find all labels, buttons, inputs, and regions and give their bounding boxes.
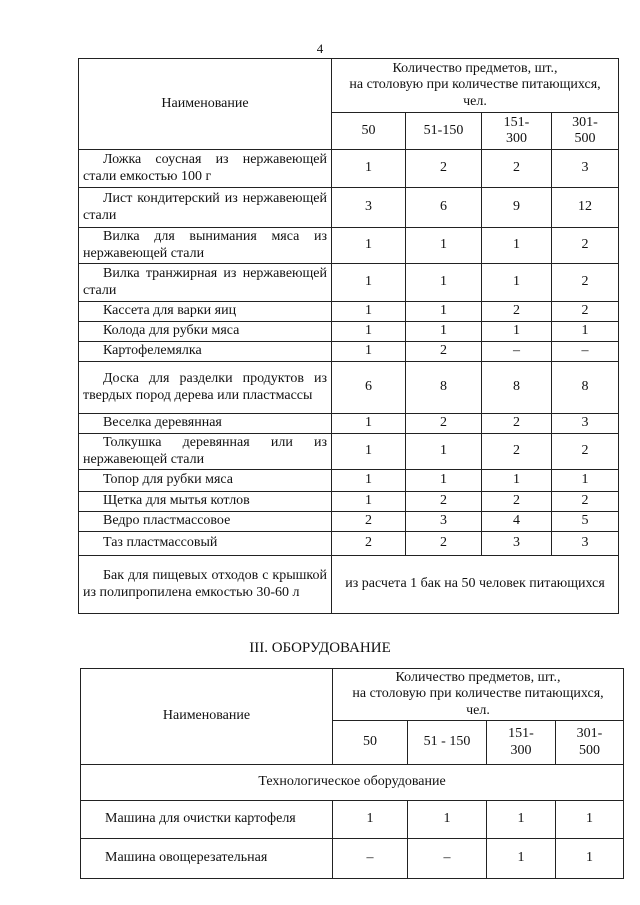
column-header: 151- 300 <box>487 721 556 765</box>
row-value: 1 <box>556 839 624 879</box>
table-row <box>79 362 619 414</box>
table-row <box>79 532 619 556</box>
row-value: 2 <box>482 434 552 470</box>
header-quantity-line3: чел. <box>466 702 490 718</box>
row-value: 2 <box>482 492 552 512</box>
row-value: 2 <box>406 532 482 556</box>
row-value: 8 <box>406 362 482 414</box>
row-value: 2 <box>552 264 619 302</box>
row-value: 2 <box>332 512 406 532</box>
row-name: Толкушка деревянная или из нержавеющей стали <box>79 434 332 470</box>
row-name: Машина овощерезательная <box>81 839 333 879</box>
row-name: Вилка для вынимания мяса из нержавеющей стали <box>79 228 332 264</box>
table-row <box>79 264 619 302</box>
row-value: 1 <box>332 150 406 188</box>
row-value: 8 <box>482 362 552 414</box>
utensils-table <box>78 58 619 614</box>
table-row <box>79 414 619 434</box>
row-value: 2 <box>552 302 619 322</box>
row-value: 1 <box>406 434 482 470</box>
row-value: 1 <box>332 414 406 434</box>
row-value: 1 <box>556 801 624 839</box>
column-header: 151- 300 <box>482 113 552 150</box>
row-value: – <box>552 342 619 362</box>
column-header: 50 <box>332 113 406 150</box>
row-value: 1 <box>332 342 406 362</box>
row-value: 12 <box>552 188 619 228</box>
row-value: 2 <box>406 342 482 362</box>
row-value: 6 <box>332 362 406 414</box>
row-value: 1 <box>406 264 482 302</box>
section-title: III. ОБОРУДОВАНИЕ <box>249 640 391 656</box>
row-value: 1 <box>408 801 487 839</box>
row-value: 3 <box>332 188 406 228</box>
row-value: 1 <box>333 801 408 839</box>
row-value: 2 <box>406 150 482 188</box>
subheader-technological-equipment: Технологическое оборудование <box>81 765 624 801</box>
row-name: Веселка деревянная <box>79 414 332 434</box>
row-value: 1 <box>332 492 406 512</box>
table-row <box>81 801 624 839</box>
table-row <box>79 188 619 228</box>
row-value: – <box>333 839 408 879</box>
row-value: 2 <box>482 414 552 434</box>
header-quantity-line3: чел. <box>463 93 487 109</box>
row-value: 3 <box>482 532 552 556</box>
row-merged-value: из расчета 1 бак на 50 человек питающихся <box>332 556 619 614</box>
table-row <box>79 228 619 264</box>
page-number: 4 <box>316 41 324 56</box>
row-value: – <box>482 342 552 362</box>
row-value: 1 <box>552 322 619 342</box>
row-name: Кассета для варки яиц <box>79 302 332 322</box>
row-name: Лист кондитерский из нержавеющей стали <box>79 188 332 228</box>
row-name: Ведро пластмассовое <box>79 512 332 532</box>
column-header: 301- 500 <box>552 113 619 150</box>
row-value: 1 <box>482 322 552 342</box>
row-value: 1 <box>482 228 552 264</box>
row-value: 2 <box>332 532 406 556</box>
table-row <box>79 492 619 512</box>
column-header: 51-150 <box>406 113 482 150</box>
row-value: 2 <box>552 492 619 512</box>
row-value: 3 <box>552 532 619 556</box>
row-value: 1 <box>406 228 482 264</box>
column-header: 51 - 150 <box>408 721 487 765</box>
row-value: 2 <box>552 434 619 470</box>
row-value: 1 <box>406 302 482 322</box>
row-value: 1 <box>406 470 482 492</box>
row-value: 2 <box>482 150 552 188</box>
header-quantity-line1: Количество предметов, шт., <box>392 61 558 77</box>
table-row <box>79 470 619 492</box>
row-value: 1 <box>332 470 406 492</box>
column-header: 301- 500 <box>556 721 624 765</box>
row-value: 8 <box>552 362 619 414</box>
row-name: Картофелемялка <box>79 342 332 362</box>
row-name: Щетка для мытья котлов <box>79 492 332 512</box>
table-row <box>79 512 619 532</box>
row-value: 9 <box>482 188 552 228</box>
row-value: 3 <box>552 150 619 188</box>
row-value: 1 <box>332 322 406 342</box>
row-value: 2 <box>482 302 552 322</box>
row-value: 3 <box>406 512 482 532</box>
row-value: 4 <box>482 512 552 532</box>
row-name-waste-bin: Бак для пищевых отходов с крышкой из полипропилена емкостью 30-60 л <box>79 556 332 614</box>
table-row <box>79 302 619 322</box>
row-value: – <box>408 839 487 879</box>
row-value: 2 <box>406 414 482 434</box>
row-value: 1 <box>406 322 482 342</box>
row-name: Колода для рубки мяса <box>79 322 332 342</box>
equipment-table <box>80 668 624 879</box>
row-value: 1 <box>332 264 406 302</box>
table-row <box>79 322 619 342</box>
row-value: 2 <box>552 228 619 264</box>
row-name: Машина для очистки картофеля <box>81 801 333 839</box>
row-value: 1 <box>482 264 552 302</box>
table-row <box>79 342 619 362</box>
table-row <box>81 839 624 879</box>
row-name: Таз пластмассовый <box>79 532 332 556</box>
row-name: Вилка транжирная из нержавеющей стали <box>79 264 332 302</box>
header-name: Наименование <box>79 59 332 150</box>
row-name: Доска для разделки продуктов из твердых пород дерева или пластмассы <box>79 362 332 414</box>
column-header: 50 <box>333 721 408 765</box>
row-value: 1 <box>487 801 556 839</box>
row-value: 5 <box>552 512 619 532</box>
row-name: Топор для рубки мяса <box>79 470 332 492</box>
header-quantity-line1: Количество предметов, шт., <box>395 670 561 686</box>
row-value: 1 <box>482 470 552 492</box>
row-value: 2 <box>406 492 482 512</box>
row-value: 3 <box>552 414 619 434</box>
row-name: Ложка соусная из нержавеющей стали емкостью 100 г <box>79 150 332 188</box>
row-value: 1 <box>332 302 406 322</box>
row-value: 1 <box>487 839 556 879</box>
row-value: 1 <box>332 434 406 470</box>
table-row <box>79 150 619 188</box>
header-quantity <box>333 669 624 721</box>
row-value: 1 <box>552 470 619 492</box>
table-row <box>79 434 619 470</box>
header-quantity <box>332 59 619 113</box>
row-value: 1 <box>332 228 406 264</box>
row-value: 6 <box>406 188 482 228</box>
header-name: Наименование <box>81 669 333 765</box>
header-quantity-line2: на столовую при количестве питающихся, <box>352 686 604 702</box>
header-quantity-line2: на столовую при количестве питающихся, <box>349 77 601 93</box>
